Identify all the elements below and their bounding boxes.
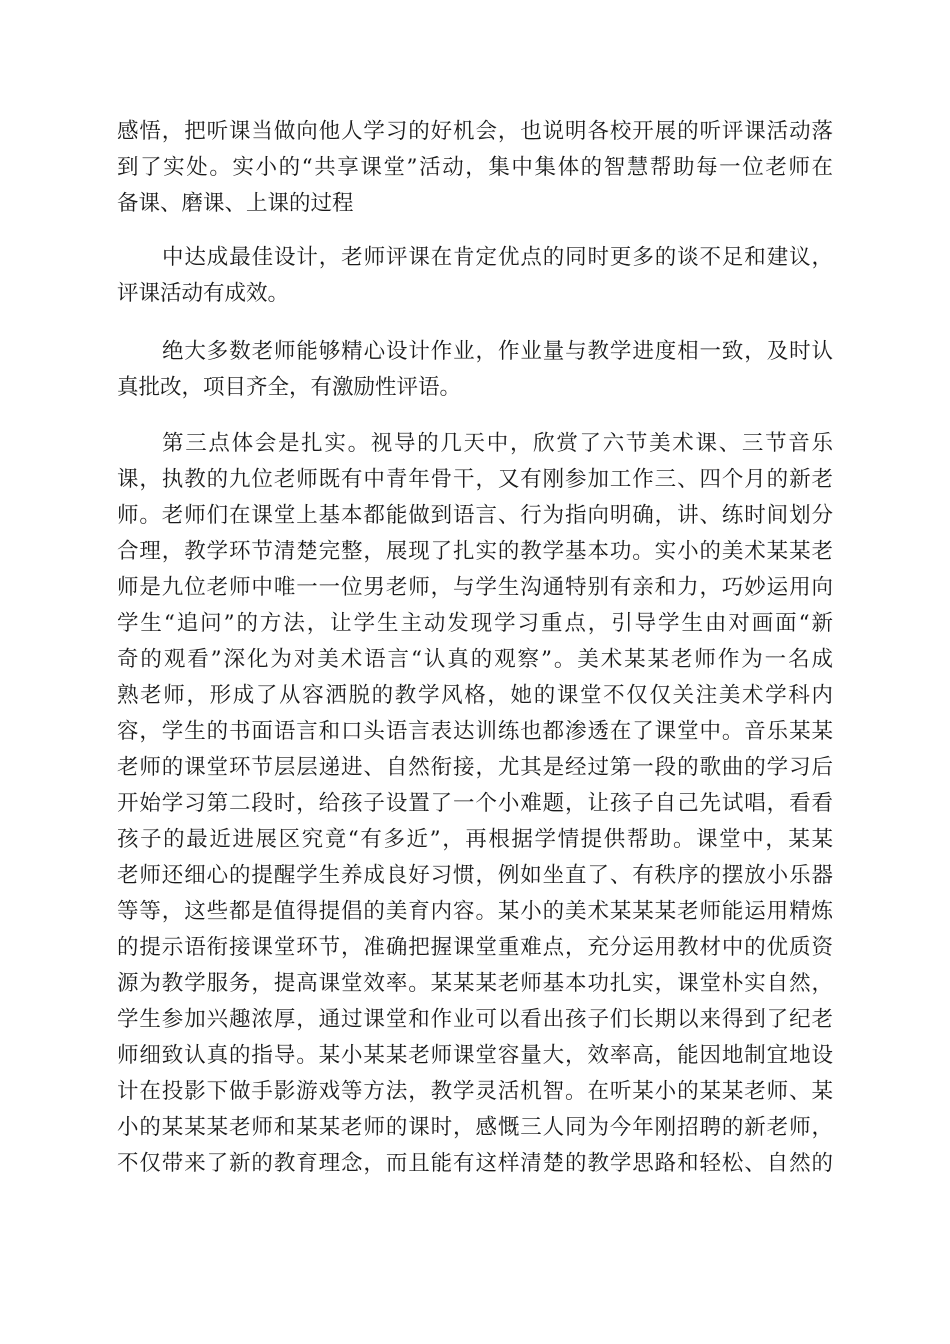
paragraph-3 [117,334,833,406]
paragraph-line: 师细致认真的指导。某小某某老师课堂容量大，效率高，能因地制宜地设 [117,1043,833,1068]
paragraph-line: 师是九位老师中唯一一位男老师，与学生沟通特别有亲和力，巧妙运用向 [117,575,833,600]
paragraph-line: 绝大多数老师能够精心设计作业，作业量与教学进度相一致，及时认 [162,339,833,364]
paragraph-line: 老师还细心的提醒学生养成良好习惯，例如坐直了、有秩序的摆放小乐器 [117,863,833,888]
paragraph-line: 课，执教的九位老师既有中青年骨干，又有刚参加工作三、四个月的新老 [117,467,833,492]
paragraph-line: 学生“追问”的方法，让学生主动发现学习重点，引导学生由对画面“新 [117,611,833,636]
paragraph-line: 第三点体会是扎实。视导的几天中，欣赏了六节美术课、三节音乐 [162,431,833,456]
paragraph-line: 中达成最佳设计，老师评课在肯定优点的同时更多的谈不足和建议， [162,245,833,270]
paragraph-2 [117,240,833,312]
paragraph-line: 源为教学服务，提高课堂效率。某某某老师基本功扎实，课堂朴实自然， [117,971,833,996]
paragraph-line: 老师的课堂环节层层递进、自然衔接，尤其是经过第一段的歌曲的学习后 [117,755,833,780]
paragraph-line: 奇的观看”深化为对美术语言“认真的观察”。美术某某老师作为一名成 [117,647,833,672]
paragraph-line: 容，学生的书面语言和口头语言表达训练也都渗透在了课堂中。音乐某某 [117,719,833,744]
paragraph-line: 不仅带来了新的教育理念，而且能有这样清楚的教学思路和轻松、自然的 [117,1151,833,1176]
paragraph-line: 到了实处。实小的“共享课堂”活动，集中集体的智慧帮助每一位老师在 [117,155,833,180]
paragraph-line: 合理，教学环节清楚完整，展现了扎实的教学基本功。实小的美术某某老 [117,539,833,564]
paragraph-line: 的提示语衔接课堂环节，准确把握课堂重难点，充分运用教材中的优质资 [117,935,833,960]
paragraph-1 [117,114,833,222]
paragraph-line: 熟老师，形成了从容洒脱的教学风格，她的课堂不仅仅关注美术学科内 [117,683,833,708]
paragraph-4 [117,426,833,1182]
paragraph-line: 学生参加兴趣浓厚，通过课堂和作业可以看出孩子们长期以来得到了纪老 [117,1007,833,1032]
paragraph-line: 等等，这些都是值得提倡的美育内容。某小的美术某某某老师能运用精炼 [117,899,833,924]
paragraph-line: 师。老师们在课堂上基本都能做到语言、行为指向明确，讲、练时间划分 [117,503,833,528]
paragraph-line: 孩子的最近进展区究竟“有多近”，再根据学情提供帮助。课堂中，某某 [117,827,833,852]
paragraph-line: 真批改，项目齐全，有激励性评语。 [117,375,462,400]
paragraph-line: 开始学习第二段时，给孩子设置了一个小难题，让孩子自己先试唱，看看 [117,791,833,816]
paragraph-line: 评课活动有成效。 [117,281,290,306]
paragraph-line: 小的某某某老师和某某老师的课时，感慨三人同为今年刚招聘的新老师， [117,1115,833,1140]
paragraph-line: 感悟，把听课当做向他人学习的好机会，也说明各校开展的听评课活动落 [117,119,833,144]
paragraph-line: 计在投影下做手影游戏等方法，教学灵活机智。在听某小的某某老师、某 [117,1079,833,1104]
paragraph-line: 备课、磨课、上课的过程 [117,191,354,216]
